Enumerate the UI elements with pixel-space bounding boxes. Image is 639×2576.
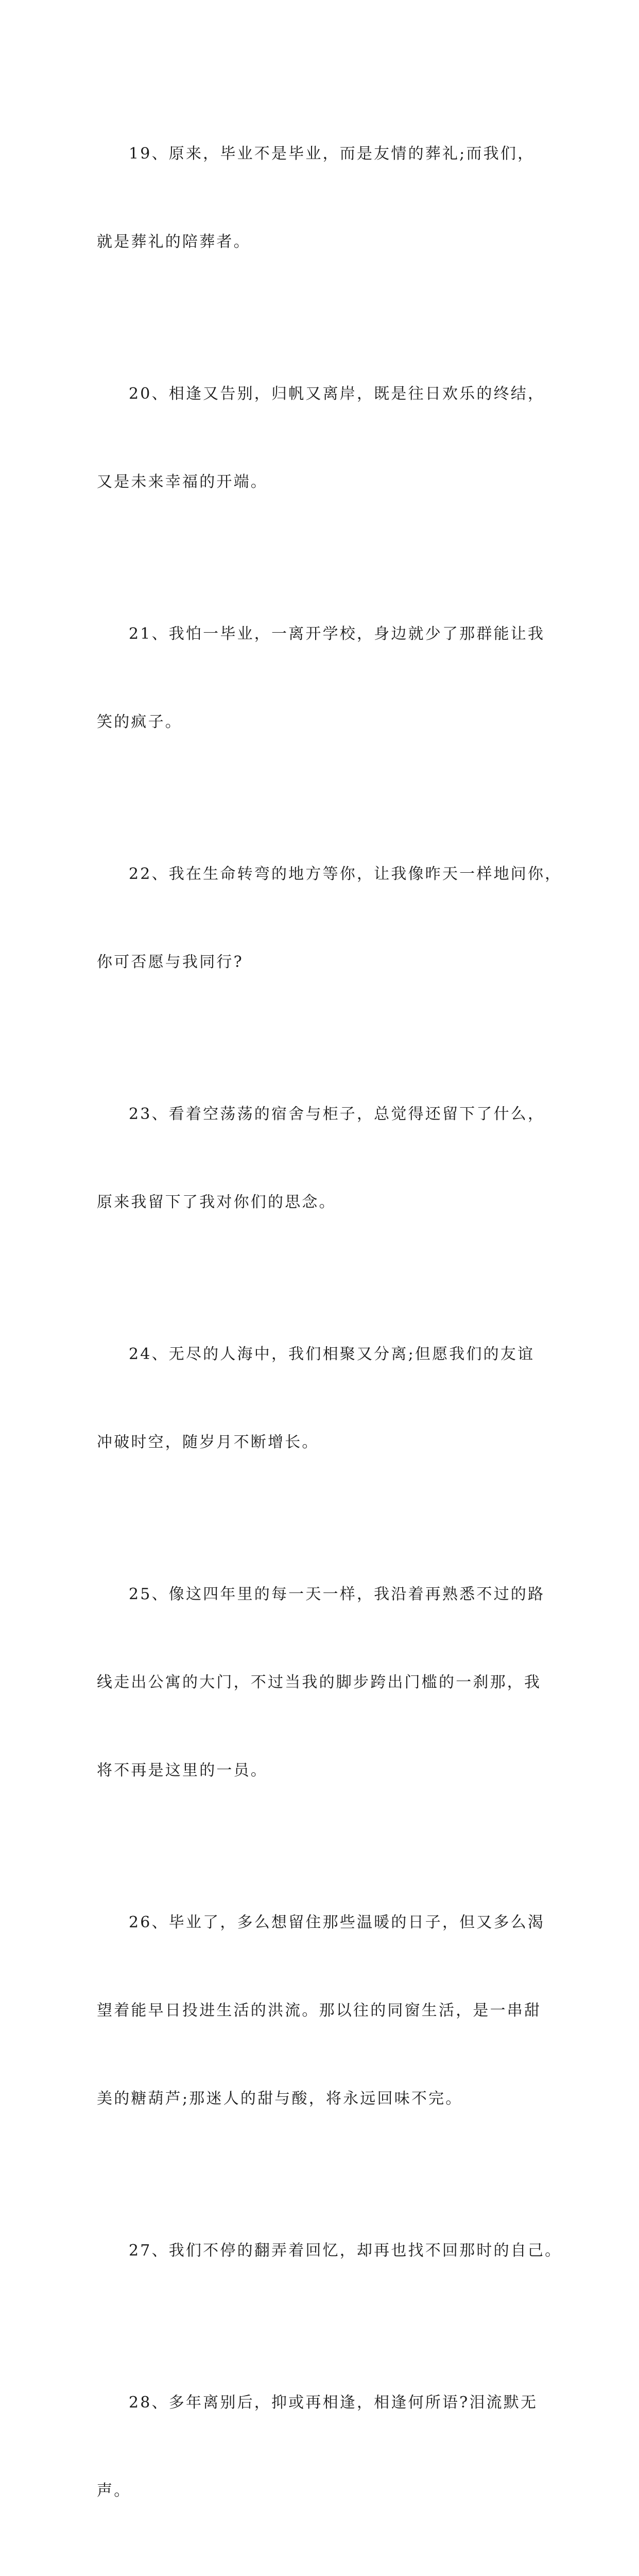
paragraph-line: 25、像这四年里的每一天一样，我沿着再熟悉不过的路 — [129, 1585, 545, 1603]
paragraph-27 — [97, 2177, 562, 2324]
paragraph-24 — [97, 1281, 545, 1516]
paragraph-20 — [97, 320, 545, 555]
paragraph-21 — [97, 561, 545, 795]
paragraph-29 — [97, 2569, 545, 2576]
paragraph-line: 你可否愿与我同行? — [97, 953, 244, 971]
paragraph-19 — [97, 80, 545, 315]
paragraph-26 — [97, 1849, 545, 2172]
paragraph-line: 22、我在生命转弯的地方等你，让我像昨天一样地问你， — [129, 865, 562, 883]
paragraph-line: 又是未来幸福的开端。 — [97, 473, 268, 491]
paragraph-28 — [97, 2329, 545, 2564]
paragraph-line: 线走出公寓的大门，不过当我的脚步跨出门槛的一刹那，我 — [97, 1673, 542, 1691]
paragraph-line: 笑的疯子。 — [97, 713, 182, 731]
paragraph-23 — [97, 1041, 545, 1276]
paragraph-line: 21、我怕一毕业，一离开学校，身边就少了那群能让我 — [129, 625, 545, 643]
document-body — [97, 80, 562, 2576]
paragraph-line: 26、毕业了，多么想留住那些温暖的日子，但又多么渴 — [129, 1913, 545, 1931]
paragraph-line: 20、相逢又告别，归帆又离岸，既是往日欢乐的终结， — [129, 385, 545, 403]
paragraph-22 — [97, 801, 562, 1036]
paragraph-line: 将不再是这里的一员。 — [97, 1761, 268, 1780]
paragraph-25 — [97, 1521, 545, 1844]
paragraph-line: 28、多年离别后，抑或再相逢，相逢何所语?泪流默无 — [129, 2394, 538, 2412]
paragraph-line: 声。 — [97, 2482, 131, 2500]
paragraph-line: 原来我留下了我对你们的思念。 — [97, 1193, 336, 1211]
paragraph-line: 23、看着空荡荡的宿舍与柜子，总觉得还留下了什么， — [129, 1105, 545, 1123]
paragraph-line: 冲破时空，随岁月不断增长。 — [97, 1433, 319, 1451]
paragraph-line: 望着能早日投进生活的洪流。那以往的同窗生活，是一串甜 — [97, 2002, 542, 2020]
paragraph-line: 19、原来，毕业不是毕业，而是友情的葬礼;而我们， — [129, 145, 535, 163]
paragraph-line: 27、我们不停的翻弄着回忆，却再也找不回那时的自己。 — [129, 2242, 562, 2260]
paragraph-line: 就是葬礼的陪葬者。 — [97, 233, 251, 251]
paragraph-line: 美的糖葫芦;那迷人的甜与酸，将永远回味不完。 — [97, 2090, 463, 2108]
paragraph-line: 24、无尽的人海中，我们相聚又分离;但愿我们的友谊 — [129, 1345, 535, 1363]
